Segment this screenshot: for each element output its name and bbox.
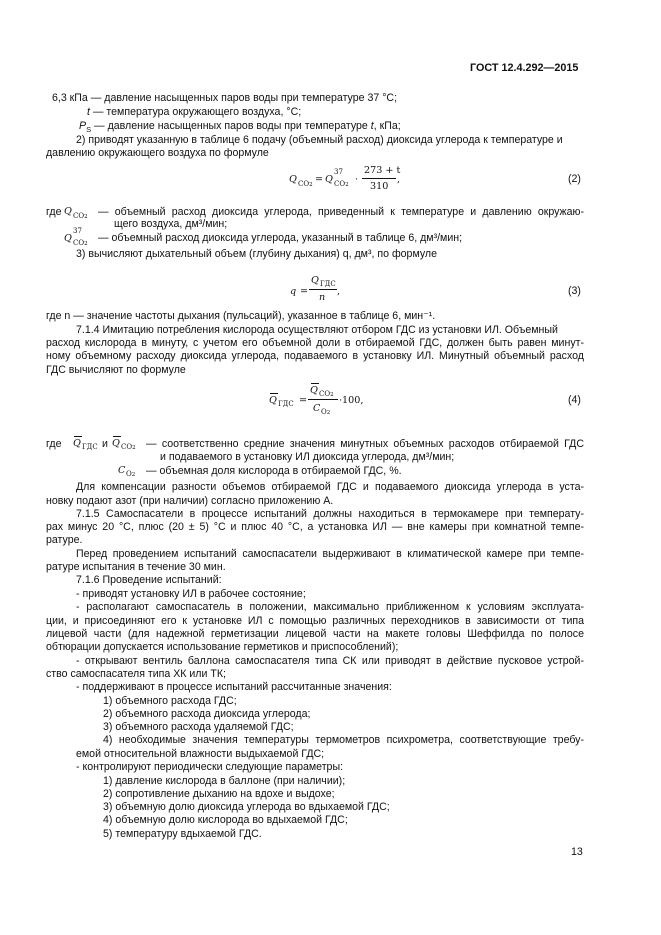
paragraph-line: Для компенсации разности объемов отбираемой ГДС и подаваемого диоксида углерода в уста- bbox=[76, 481, 584, 493]
section-title: 7.1.6 Проведение испытаний: bbox=[76, 574, 222, 586]
symbol: C bbox=[118, 465, 126, 476]
symbol: Q bbox=[64, 206, 72, 217]
paragraph-line: новку подают азот (при наличии) согласно приложению А. bbox=[46, 495, 334, 507]
symbol-subscript: CO bbox=[121, 443, 133, 451]
fraction-bar bbox=[309, 289, 337, 290]
formula-number: (2) bbox=[568, 173, 581, 185]
formula-symbol: q bbox=[290, 286, 297, 297]
symbol-subscript: ГДС bbox=[82, 443, 98, 451]
paragraph-line: ратуре. bbox=[46, 534, 83, 546]
definition-line bbox=[87, 106, 301, 119]
list-item: 1) объемного расхода ГДС; bbox=[103, 695, 237, 707]
definition-line: 6,3 кПа — давление насыщенных паров воды при температуре 37 °С; bbox=[52, 92, 398, 104]
formula-denominator: 310 bbox=[370, 181, 389, 192]
definition-line: — соответственно средние значения минутных объемных расходов отбираемой ГДС bbox=[146, 438, 584, 450]
formula-subscript: CO bbox=[334, 180, 346, 188]
formula-denominator: C bbox=[313, 403, 321, 414]
symbol: P bbox=[79, 120, 87, 132]
formula-punctuation: , bbox=[337, 286, 341, 297]
bullet-item: - приводят установку ИЛ в рабочее состояние; bbox=[76, 588, 306, 600]
formula-equals: = bbox=[315, 174, 324, 185]
formula-symbol: Q bbox=[289, 174, 297, 185]
definition-line: щего воздуха, дм³/мин; bbox=[114, 218, 228, 230]
paragraph-line: ному объемному расходу диоксида углерода, подаваемого в установку ИЛ. Минутный объемный расход bbox=[46, 350, 584, 362]
definition-text: , кПа; bbox=[373, 120, 401, 132]
symbol-subscript: CO bbox=[73, 212, 85, 220]
formula-symbol: Q bbox=[325, 174, 333, 185]
formula-subscript: O bbox=[321, 408, 327, 416]
list-item: 4) объемную долю кислорода во вдыхаемой ГДС; bbox=[103, 814, 348, 826]
symbol: Q bbox=[112, 438, 120, 449]
paragraph-line: рах минус 20 °С, плюс (20 ± 5) °С и плюс 40 °С, а установка ИЛ — вне камеры при комнатной темпе- bbox=[46, 521, 584, 533]
paragraph-line: давлению окружающего воздуха по формуле bbox=[46, 147, 269, 159]
where-label: где bbox=[46, 438, 62, 450]
definition-line: — объемный расход диоксида углерода, указанный в таблице 6, дм³/мин; bbox=[98, 232, 463, 244]
paragraph-line: ство самоспасателя типа ХК или ТК; bbox=[46, 668, 226, 680]
symbol-subscript: 2 bbox=[84, 241, 88, 247]
formula-equals: = bbox=[300, 286, 309, 297]
symbol: Q bbox=[64, 233, 72, 244]
formula-subscript: CO bbox=[298, 180, 310, 188]
list-item: 1) давление кислорода в баллоне (при наличии); bbox=[103, 775, 346, 787]
conjunction: и bbox=[102, 438, 108, 450]
formula-superscript: 37 bbox=[334, 168, 343, 176]
paragraph-line: 3) вычисляют дыхательный объем (глубину дыхания) q, дм³, по формуле bbox=[76, 248, 437, 260]
symbol: t bbox=[87, 106, 90, 118]
page-number: 13 bbox=[571, 846, 583, 858]
paragraph-line: 7.1.4 Имитацию потребления кислорода осуществляют отбором ГДС из установки ИЛ. Объемный bbox=[76, 324, 558, 336]
paragraph-line: 7.1.5 Самоспасатели в процессе испытаний должны находиться в термокамере при температу- bbox=[76, 508, 584, 520]
list-item: 5) температуру вдыхаемой ГДС. bbox=[103, 828, 262, 840]
definition-line bbox=[79, 120, 401, 134]
list-item: 4) необходимые значения температуры термометров психрометра, соответствующие требу- bbox=[103, 734, 584, 746]
paragraph-line: обтюрации допускается использование герметиков и приспособлений); bbox=[46, 641, 399, 653]
paragraph-line: Перед проведением испытаний самоспасатели выдерживают в климатической камере при темпе- bbox=[76, 548, 584, 560]
symbol-subscript: O bbox=[126, 470, 132, 478]
paragraph-line: ции, и присоединяют его к установке ИЛ с помощью различных переходников в зависимости от типа bbox=[46, 615, 584, 627]
symbol-subscript: CO bbox=[73, 239, 85, 247]
formula-numerator: Q bbox=[310, 385, 318, 396]
formula-denominator: n bbox=[319, 292, 326, 303]
definition-text: — давление насыщенных паров воды при температуре bbox=[91, 120, 371, 132]
paragraph-line: ГДС вычисляют по формуле bbox=[46, 364, 186, 376]
paragraph-line: 2) приводят указанную в таблице 6 подачу (объемный расход) диоксида углерода к температуре и bbox=[76, 134, 563, 146]
formula-subscript: 2 bbox=[326, 410, 331, 416]
symbol-subscript: 2 bbox=[132, 445, 136, 451]
symbol-superscript: 37 bbox=[73, 227, 82, 235]
formula-tail: ·100, bbox=[339, 395, 364, 406]
formula-symbol: Q bbox=[269, 395, 277, 406]
bullet-item: - располагают самоспасатель в положении, максимально приближенном к условиям эксплуата- bbox=[76, 601, 584, 613]
formula-subscript: 2 bbox=[309, 182, 313, 188]
formula-number: (4) bbox=[568, 394, 581, 406]
symbol: Q bbox=[73, 438, 81, 449]
list-item: 3) объемного расхода удаляемой ГДС; bbox=[103, 721, 294, 733]
fraction-bar bbox=[362, 178, 396, 179]
definition-line: — объемная доля кислорода в отбираемой ГДС, %. bbox=[146, 465, 402, 477]
paragraph-line: емой относительной влажности выдыхаемой ГДС; bbox=[76, 748, 325, 760]
list-item: 2) сопротивление дыханию на вдохе и выдохе; bbox=[103, 788, 335, 800]
standard-header: ГОСТ 12.4.292—2015 bbox=[470, 62, 579, 74]
definition-line: где n — значение частоты дыхания (пульсаций), указанное в таблице 6, мин⁻¹. bbox=[46, 310, 436, 322]
formula-subscript: 2 bbox=[345, 182, 349, 188]
formula-number: (3) bbox=[568, 285, 581, 297]
formula-numerator: Q bbox=[311, 275, 319, 286]
formula-punctuation: , bbox=[397, 174, 401, 185]
fraction-bar bbox=[308, 399, 338, 400]
where-label: где bbox=[46, 206, 62, 218]
paragraph-line: лицевой части (для надежной герметизации лицевой части на макете головы Шеффилда по полосе bbox=[46, 628, 584, 640]
symbol: t bbox=[370, 120, 374, 132]
formula-subscript: 2 bbox=[330, 392, 334, 398]
formula-equals: = bbox=[299, 395, 308, 406]
formula-subscript: ГДС bbox=[320, 280, 336, 288]
paragraph-line: расход кислорода в минуту, с учетом его объемной доли в отбираемой ГДС, должен быть равен минут- bbox=[46, 337, 584, 349]
formula-subscript: CO bbox=[319, 390, 331, 398]
formula-numerator: 273 + t bbox=[364, 165, 401, 176]
symbol-subscript: 2 bbox=[131, 472, 136, 478]
bullet-item: - контролируют периодически следующие параметры: bbox=[76, 761, 344, 773]
formula-subscript: ГДС bbox=[278, 400, 294, 408]
definition-line: и подаваемого в установку ИЛ диоксида углерода, дм³/мин; bbox=[160, 451, 455, 463]
list-item: 2) объемного расхода диоксида углерода; bbox=[103, 708, 311, 720]
formula-operator: · bbox=[355, 174, 359, 185]
definition-text: — температура окружающего воздуха, °С; bbox=[89, 106, 302, 118]
symbol-subscript: S bbox=[86, 125, 92, 135]
paragraph-line: ратуре испытания в течение 30 мин. bbox=[46, 561, 226, 573]
symbol-subscript: 2 bbox=[84, 214, 88, 220]
bullet-item: - поддерживают в процессе испытаний рассчитанные значения: bbox=[76, 681, 392, 693]
list-item: 3) объемную долю диоксида углерода во вдыхаемой ГДС; bbox=[103, 801, 390, 813]
bullet-item: - открывают вентиль баллона самоспасателя типа СК или приводят в действие пусковое устрой- bbox=[76, 655, 584, 667]
definition-line: — объемный расход диоксида углерода, приведенный к температуре и давлению окружаю- bbox=[98, 206, 584, 218]
